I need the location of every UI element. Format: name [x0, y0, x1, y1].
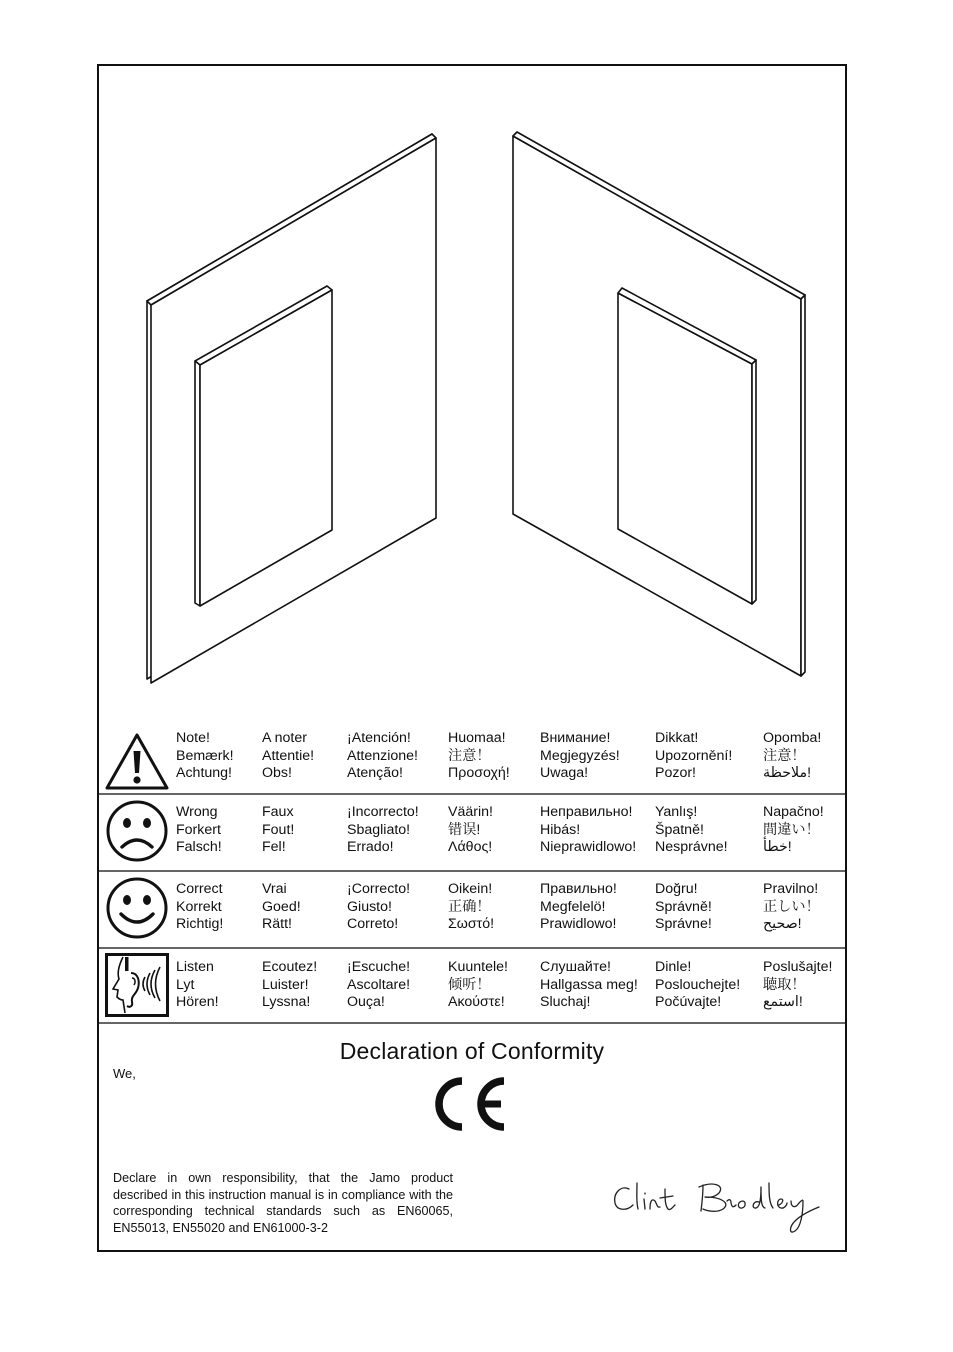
band-correct [99, 870, 845, 949]
wrong-text: Sbagliato! [347, 821, 411, 838]
wrong-text: Nesprávne! [655, 839, 728, 855]
wrong-text: Λάθος! [448, 839, 493, 855]
correct-text: Σωστό! [448, 916, 495, 932]
band-wrong [99, 793, 845, 872]
listen-text: 倾听！ [448, 976, 491, 993]
correct-text: Правильно! [540, 881, 617, 897]
listen-col-3 [448, 959, 508, 1012]
correct-col-0 [176, 881, 223, 934]
page-frame [97, 64, 847, 1252]
note-text: Attenzione! [347, 747, 418, 764]
wrong-text: Errado! [347, 839, 394, 855]
listen-text: Ouça! [347, 994, 385, 1010]
note-text: Внимание! [540, 730, 611, 746]
wrong-text: Wrong [176, 804, 218, 820]
correct-text: 正しい！ [763, 898, 820, 915]
note-text: Bemærk! [176, 747, 234, 764]
listen-text: Sluchaj! [540, 994, 591, 1010]
wrong-text: Forkert [176, 821, 221, 838]
correct-text: Prawidlowo! [540, 916, 617, 932]
correct-text: Doğru! [655, 881, 698, 897]
correct-text: Správne! [655, 916, 712, 932]
wrong-text: Fout! [262, 821, 295, 838]
note-text: Huomaa! [448, 730, 506, 746]
declaration-text: Declare in own responsibility, that the Jamo product described in this instruction manual is in compliance with the corresponding technical standards such as EN60065, EN55013, EN55020 and EN61000-3-2 [113, 1171, 453, 1235]
note-text: Προσοχή! [448, 765, 510, 781]
correct-text: Vrai [262, 881, 287, 897]
listen-text: 聴取！ [763, 976, 806, 993]
wrong-text: Fel! [262, 839, 286, 855]
correct-col-1 [262, 881, 301, 934]
note-text: Upozornění! [655, 747, 733, 764]
listen-col-5 [655, 959, 740, 1012]
correct-text: Giusto! [347, 898, 392, 915]
correct-col-2 [347, 881, 410, 934]
listen-text: Luister! [262, 976, 309, 993]
wrong-col-4 [540, 804, 636, 857]
note-text: A noter [262, 730, 307, 746]
warning-triangle-icon [105, 729, 169, 793]
wrong-text: Yanlış! [655, 804, 698, 820]
listening-ear-icon [105, 953, 169, 1017]
happy-face-icon [105, 876, 169, 940]
wrong-text: Špatně! [655, 821, 704, 838]
correct-text: Oikein! [448, 881, 493, 897]
wrong-text: 错误! [448, 821, 481, 838]
note-text: ملاحظة! [763, 765, 812, 781]
correct-text: Správně! [655, 898, 712, 915]
listen-text: Слушайте! [540, 959, 611, 975]
listen-text: Poslouchejte! [655, 976, 741, 993]
listen-col-0 [176, 959, 219, 1012]
correct-col-4 [540, 881, 617, 934]
note-col-4 [540, 730, 620, 783]
correct-col-6 [763, 881, 820, 934]
listen-text: Ascoltare! [347, 976, 411, 993]
correct-col-5 [655, 881, 712, 934]
wrong-col-5 [655, 804, 728, 857]
note-col-3 [448, 730, 510, 783]
note-text: ¡Atención! [347, 730, 411, 746]
wrong-col-0 [176, 804, 222, 857]
note-text: Achtung! [176, 765, 233, 781]
wrong-text: 間違い！ [763, 821, 820, 838]
listen-text: Počúvajte! [655, 994, 722, 1010]
note-text: Atenção! [347, 765, 404, 781]
wrong-text: Faux [262, 804, 294, 820]
band-listen [99, 947, 845, 1024]
listen-text: ¡Escuche! [347, 959, 411, 975]
correct-text: Correto! [347, 916, 399, 932]
correct-text: Rätt! [262, 916, 292, 932]
listen-text: Hören! [176, 994, 219, 1010]
wrong-text: Неправильно! [540, 804, 633, 820]
note-col-6 [763, 730, 821, 783]
note-text: 注意！ [763, 747, 806, 764]
wrong-text: Nieprawidlowo! [540, 839, 637, 855]
listen-text: Ecoutez! [262, 959, 318, 975]
note-text: Dikkat! [655, 730, 699, 746]
correct-text: Megfelelö! [540, 898, 606, 915]
listen-text: Lyssna! [262, 994, 311, 1010]
wrong-col-2 [347, 804, 419, 857]
note-text: Megjegyzés! [540, 747, 620, 764]
listen-text: Poslušajte! [763, 959, 833, 975]
listen-text: Ακούστε! [448, 994, 505, 1010]
wall-panel-left-icon [147, 134, 436, 683]
note-text: Opomba! [763, 730, 822, 746]
listen-text: Dinle! [655, 959, 692, 975]
correct-text: صحيح! [763, 916, 802, 932]
wall-panel-right-icon [513, 132, 805, 676]
band-note [99, 723, 845, 795]
wrong-col-1 [262, 804, 294, 857]
wrong-text: ¡Incorrecto! [347, 804, 419, 820]
correct-text: Goed! [262, 898, 301, 915]
listen-col-2 [347, 959, 410, 1012]
note-col-1 [262, 730, 314, 783]
wrong-text: خطأ! [763, 839, 792, 855]
wrong-text: Napačno! [763, 804, 824, 820]
declaration-title: Declaration of Conformity [339, 1038, 605, 1064]
note-col-2 [347, 730, 418, 783]
note-col-5 [655, 730, 732, 783]
note-text: Note! [176, 730, 210, 746]
wrong-text: Väärin! [448, 804, 493, 820]
listen-col-4 [540, 959, 638, 1012]
note-text: Obs! [262, 765, 292, 781]
wrong-col-6 [763, 804, 824, 857]
note-text: Pozor! [655, 765, 697, 781]
wrong-text: Hibás! [540, 821, 581, 838]
ce-mark-icon [432, 1076, 508, 1132]
sad-face-icon [105, 799, 169, 863]
listen-text: Hallgassa meg! [540, 976, 638, 993]
note-col-0 [176, 730, 234, 783]
note-text: Attentie! [262, 747, 315, 764]
listen-text: Lyt [176, 976, 195, 993]
listen-text: Listen [176, 959, 214, 975]
correct-text: ¡Correcto! [347, 881, 411, 897]
wrong-text: Falsch! [176, 839, 222, 855]
correct-text: Richtig! [176, 916, 224, 932]
signature-icon [609, 1171, 824, 1241]
listen-text: استمع! [763, 994, 803, 1010]
correct-text: Korrekt [176, 898, 222, 915]
note-text: 注意！ [448, 747, 491, 764]
correct-col-3 [448, 881, 494, 934]
note-text: Uwaga! [540, 765, 589, 781]
wrong-col-3 [448, 804, 493, 857]
correct-text: Correct [176, 881, 223, 897]
listen-col-1 [262, 959, 317, 1012]
correct-text: 正确！ [448, 898, 491, 915]
listen-text: Kuuntele! [448, 959, 508, 975]
declaration-we: We, [113, 1066, 136, 1081]
listen-col-6 [763, 959, 832, 1012]
speaker-panels-illustration [99, 66, 849, 721]
correct-text: Pravilno! [763, 881, 819, 897]
